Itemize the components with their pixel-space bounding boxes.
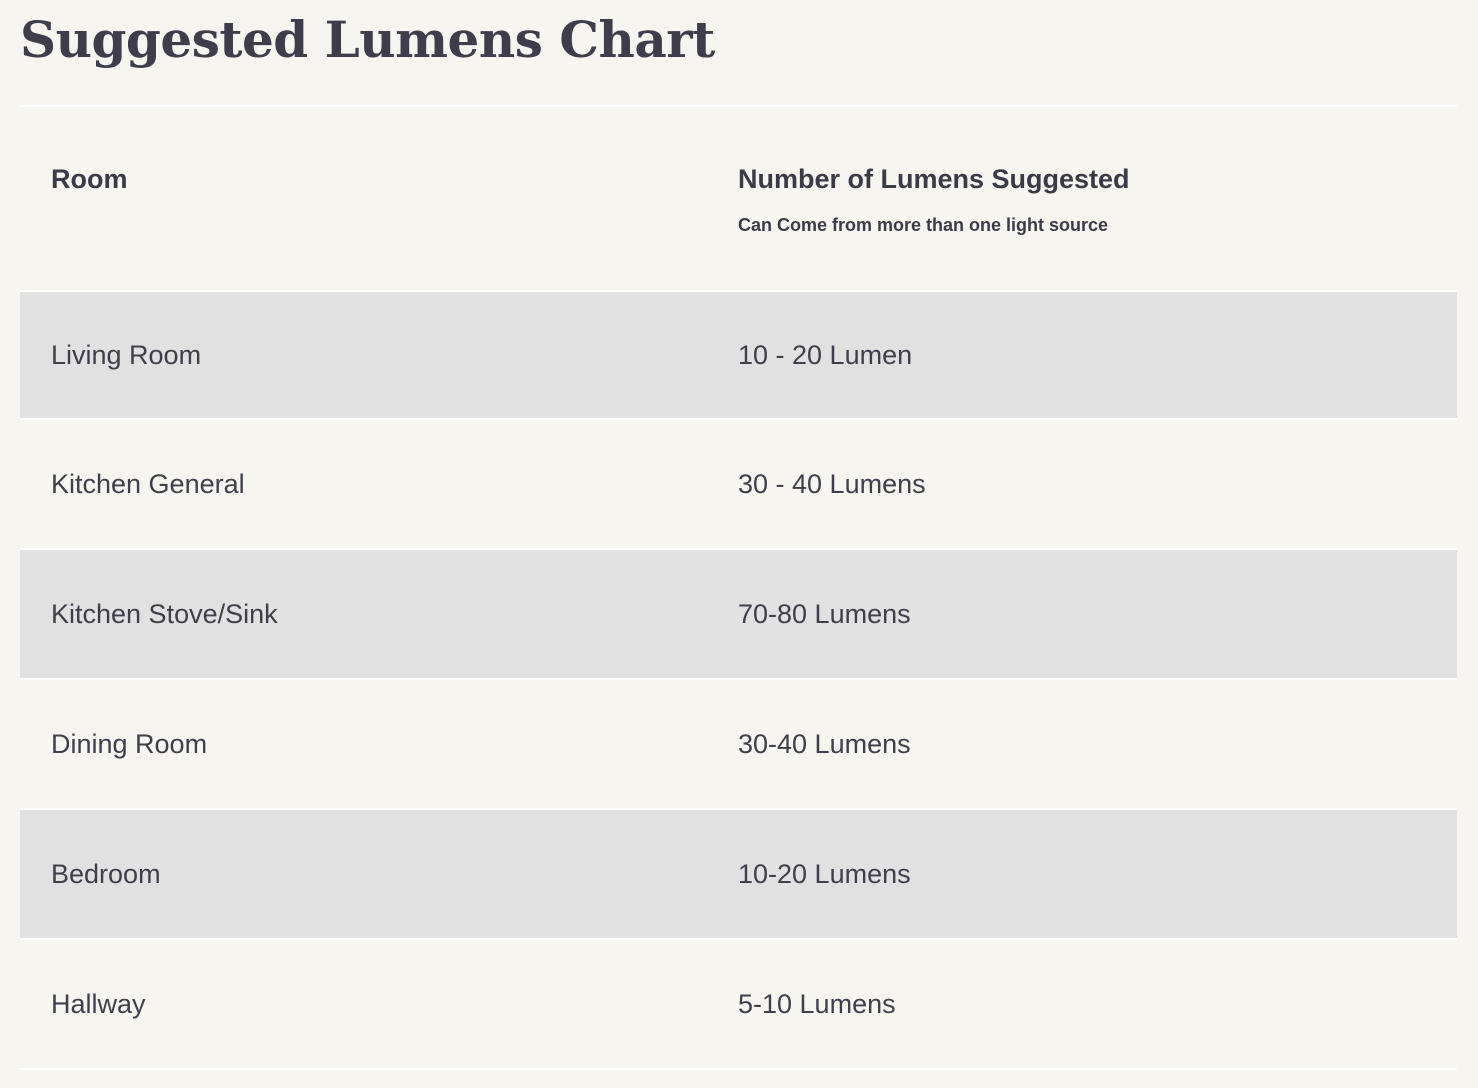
lumens-cell: 30-40 Lumens [738, 728, 911, 759]
room-cell: Dining Room [51, 728, 208, 759]
table-row [20, 810, 1457, 940]
page-title: Suggested Lumens Chart [20, 10, 715, 69]
room-cell: Living Room [51, 339, 202, 370]
room-cell: Bedroom [51, 858, 161, 889]
lumens-cell: 10 - 20 Lumen [738, 339, 913, 370]
room-cell: Kitchen General [51, 468, 245, 499]
room-cell: Hallway [51, 988, 146, 1019]
header-lumens-note: Can Come from more than one light source [738, 215, 1109, 235]
table-row [20, 680, 1457, 810]
table-row [20, 940, 1457, 1070]
table-row [20, 290, 1457, 420]
header-room-cell [20, 163, 738, 290]
lumens-cell: 70-80 Lumens [738, 598, 911, 629]
header-lumens-label: Number of Lumens Suggested [738, 164, 1130, 194]
table-row [20, 550, 1457, 680]
header-lumens-cell [738, 163, 1457, 290]
lumens-table [20, 107, 1457, 1070]
lumens-cell: 10-20 Lumens [738, 858, 911, 889]
table-header [20, 107, 1457, 290]
header-room-label: Room [51, 164, 128, 194]
lumens-cell: 5-10 Lumens [738, 988, 896, 1019]
page [20, 0, 1457, 1070]
room-cell: Kitchen Stove/Sink [51, 598, 278, 629]
lumens-cell: 30 - 40 Lumens [738, 468, 926, 499]
table-row [20, 420, 1457, 550]
